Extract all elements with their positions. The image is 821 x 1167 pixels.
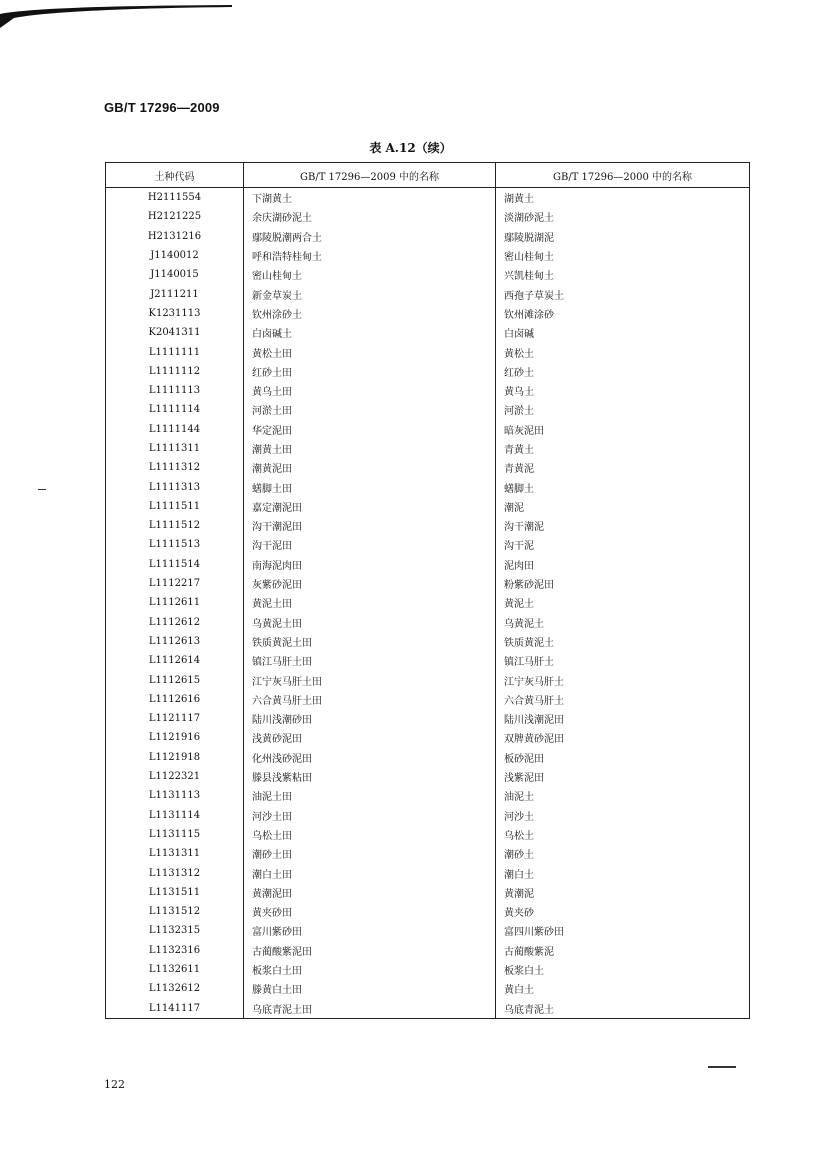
name-2009-cell: 华定泥田 xyxy=(244,420,496,439)
name-2000-cell: 黄潮泥 xyxy=(496,883,750,902)
table-row xyxy=(106,670,750,689)
soil-code-cell: H2131216 xyxy=(106,227,244,246)
table-row xyxy=(106,439,750,458)
name-2009-cell: 密山桂甸土 xyxy=(244,265,496,284)
table-row xyxy=(106,690,750,709)
table-row xyxy=(106,555,750,574)
name-2000-cell: 富四川紫砂田 xyxy=(496,921,750,940)
name-2000-cell: 陆川浅潮泥田 xyxy=(496,709,750,728)
soil-code-cell: L1121916 xyxy=(106,728,244,747)
soil-code-cell: L1111513 xyxy=(106,535,244,554)
table-row xyxy=(106,632,750,651)
table-row xyxy=(106,825,750,844)
table-row xyxy=(106,188,750,208)
table-row xyxy=(106,497,750,516)
name-2009-cell: 黄松土田 xyxy=(244,342,496,361)
table-row xyxy=(106,304,750,323)
soil-code-cell: H2111554 xyxy=(106,188,244,208)
name-2009-cell: 鄢陵脱潮两合土 xyxy=(244,227,496,246)
name-2000-cell: 江宁灰马肝土 xyxy=(496,670,750,689)
name-2000-cell: 黄白土 xyxy=(496,979,750,998)
name-2009-cell: 六合黄马肝土田 xyxy=(244,690,496,709)
soil-code-cell: L1112613 xyxy=(106,632,244,651)
table-row xyxy=(106,246,750,265)
name-2009-cell: 下湖黄土 xyxy=(244,188,496,208)
table-row xyxy=(106,748,750,767)
table-row xyxy=(106,265,750,284)
name-2000-cell: 河淤土 xyxy=(496,400,750,419)
table-row xyxy=(106,207,750,226)
name-2000-cell: 乌黄泥土 xyxy=(496,613,750,632)
name-2009-cell: 化州浅砂泥田 xyxy=(244,748,496,767)
table-row xyxy=(106,651,750,670)
name-2000-cell: 西孢子草炭土 xyxy=(496,284,750,303)
name-2009-cell: 蟮脚土田 xyxy=(244,477,496,496)
soil-code-cell: L1111512 xyxy=(106,516,244,535)
table-row xyxy=(106,342,750,361)
page-number: 122 xyxy=(104,1078,125,1091)
name-2000-cell: 红砂土 xyxy=(496,362,750,381)
name-2009-cell: 黄潮泥田 xyxy=(244,883,496,902)
name-2000-cell: 浅紫泥田 xyxy=(496,767,750,786)
name-2000-cell: 密山桂甸土 xyxy=(496,246,750,265)
name-2000-cell: 乌底青泥土 xyxy=(496,998,750,1018)
soil-code-cell: L1132612 xyxy=(106,979,244,998)
name-2009-cell: 乌松土田 xyxy=(244,825,496,844)
name-2009-cell: 潮黄泥田 xyxy=(244,458,496,477)
table-row xyxy=(106,323,750,342)
name-2000-cell: 潮白土 xyxy=(496,863,750,882)
soil-code-cell: L1131312 xyxy=(106,863,244,882)
table-row xyxy=(106,921,750,940)
name-2009-cell: 钦州涂砂土 xyxy=(244,304,496,323)
table-row xyxy=(106,420,750,439)
soil-code-cell: L1111112 xyxy=(106,362,244,381)
soil-code-cell: L1121117 xyxy=(106,709,244,728)
scan-mark-left xyxy=(38,489,46,490)
name-2000-cell: 板砂泥田 xyxy=(496,748,750,767)
name-2009-cell: 黄夹砂田 xyxy=(244,902,496,921)
name-2000-cell: 蟮脚土 xyxy=(496,477,750,496)
name-2009-cell: 新金草炭土 xyxy=(244,284,496,303)
soil-code-cell: L1121918 xyxy=(106,748,244,767)
name-2000-cell: 沟干泥 xyxy=(496,535,750,554)
name-2009-cell: 沟干潮泥田 xyxy=(244,516,496,535)
name-2000-cell: 潮砂土 xyxy=(496,844,750,863)
table-row xyxy=(106,458,750,477)
name-2000-cell: 泥肉田 xyxy=(496,555,750,574)
soil-code-cell: L1132316 xyxy=(106,941,244,960)
table-row xyxy=(106,998,750,1018)
name-2000-cell: 鄢陵脱湖泥 xyxy=(496,227,750,246)
name-2000-cell: 油泥土 xyxy=(496,786,750,805)
table-row xyxy=(106,902,750,921)
table-row xyxy=(106,400,750,419)
name-2000-cell: 青黄泥 xyxy=(496,458,750,477)
soil-code-cell: L1122321 xyxy=(106,767,244,786)
name-2009-cell: 沟干泥田 xyxy=(244,535,496,554)
name-2000-cell: 青黄土 xyxy=(496,439,750,458)
name-2009-cell: 白卤碱土 xyxy=(244,323,496,342)
name-2009-cell: 板浆白土田 xyxy=(244,960,496,979)
soil-code-cell: L1131114 xyxy=(106,806,244,825)
soil-code-cell: L1131511 xyxy=(106,883,244,902)
name-2009-cell: 红砂土田 xyxy=(244,362,496,381)
standard-number-header: GB/T 17296—2009 xyxy=(104,100,220,115)
name-2000-cell: 黄夹砂 xyxy=(496,902,750,921)
name-2009-cell: 滕县浅紫粘田 xyxy=(244,767,496,786)
table-row xyxy=(106,863,750,882)
name-2000-cell: 乌松土 xyxy=(496,825,750,844)
soil-code-cell: L1112611 xyxy=(106,593,244,612)
name-2009-cell: 古蔺酸紫泥田 xyxy=(244,941,496,960)
table-row xyxy=(106,806,750,825)
table-row xyxy=(106,574,750,593)
table-caption: 表 A.12（续） xyxy=(369,141,452,155)
soil-code-cell: L1111511 xyxy=(106,497,244,516)
name-2000-cell: 铁质黄泥土 xyxy=(496,632,750,651)
table-row xyxy=(106,728,750,747)
name-2009-cell: 河沙土田 xyxy=(244,806,496,825)
soil-code-cell: L1111114 xyxy=(106,400,244,419)
name-2009-cell: 浅黄砂泥田 xyxy=(244,728,496,747)
name-2000-cell: 镇江马肝土 xyxy=(496,651,750,670)
soil-code-cell: L1112217 xyxy=(106,574,244,593)
soil-code-cell: L1131113 xyxy=(106,786,244,805)
name-2009-cell: 灰紫砂泥田 xyxy=(244,574,496,593)
soil-code-cell: L1111113 xyxy=(106,381,244,400)
name-2009-cell: 嘉定潮泥田 xyxy=(244,497,496,516)
table-row xyxy=(106,883,750,902)
soil-code-cell: L1131311 xyxy=(106,844,244,863)
name-2009-cell: 铁质黄泥土田 xyxy=(244,632,496,651)
name-2009-cell: 乌黄泥土田 xyxy=(244,613,496,632)
name-2000-cell: 沟干潮泥 xyxy=(496,516,750,535)
table-row xyxy=(106,960,750,979)
table-row xyxy=(106,786,750,805)
name-2000-cell: 淡湖砂泥土 xyxy=(496,207,750,226)
soil-code-cell: L1111111 xyxy=(106,342,244,361)
name-2009-cell: 余庆湖砂泥土 xyxy=(244,207,496,226)
soil-code-cell: L1112616 xyxy=(106,690,244,709)
soil-code-cell: L1132315 xyxy=(106,921,244,940)
name-2000-cell: 黄松土 xyxy=(496,342,750,361)
name-2009-cell: 滕黄白土田 xyxy=(244,979,496,998)
name-2000-cell: 白卤碱 xyxy=(496,323,750,342)
table-row xyxy=(106,941,750,960)
table-row xyxy=(106,381,750,400)
name-2009-cell: 乌底青泥土田 xyxy=(244,998,496,1018)
name-2009-cell: 油泥土田 xyxy=(244,786,496,805)
name-2000-cell: 双牌黄砂泥田 xyxy=(496,728,750,747)
column-header-name-2009: GB/T 17296—2009 中的名称 xyxy=(244,163,496,188)
column-header-name-2000: GB/T 17296—2000 中的名称 xyxy=(496,163,750,188)
soil-code-cell: J1140012 xyxy=(106,246,244,265)
name-2009-cell: 江宁灰马肝土田 xyxy=(244,670,496,689)
soil-code-cell: K1231113 xyxy=(106,304,244,323)
soil-code-cell: H2121225 xyxy=(106,207,244,226)
name-2000-cell: 六合黄马肝土 xyxy=(496,690,750,709)
scan-mark-bottom-right xyxy=(708,1066,736,1068)
table-row xyxy=(106,535,750,554)
soil-code-cell: L1111311 xyxy=(106,439,244,458)
soil-code-cell: L1111514 xyxy=(106,555,244,574)
name-2000-cell: 兴凯桂甸土 xyxy=(496,265,750,284)
table-body xyxy=(106,188,750,1019)
name-2009-cell: 富川紫砂田 xyxy=(244,921,496,940)
name-2000-cell: 河沙土 xyxy=(496,806,750,825)
name-2000-cell: 板浆白土 xyxy=(496,960,750,979)
table-row xyxy=(106,709,750,728)
soil-code-cell: L1131512 xyxy=(106,902,244,921)
scan-corner-mark xyxy=(0,0,232,28)
name-2009-cell: 潮白土田 xyxy=(244,863,496,882)
name-2009-cell: 南海泥肉田 xyxy=(244,555,496,574)
name-2009-cell: 河淤土田 xyxy=(244,400,496,419)
soil-code-cell: L1111313 xyxy=(106,477,244,496)
name-2000-cell: 黄泥土 xyxy=(496,593,750,612)
name-2009-cell: 潮黄土田 xyxy=(244,439,496,458)
table-row xyxy=(106,613,750,632)
soil-code-cell: L1131115 xyxy=(106,825,244,844)
soil-code-cell: L1111144 xyxy=(106,420,244,439)
table-row xyxy=(106,767,750,786)
soil-code-cell: J1140015 xyxy=(106,265,244,284)
name-2000-cell: 钦州滩涂砂 xyxy=(496,304,750,323)
soil-code-cell: K2041311 xyxy=(106,323,244,342)
name-2000-cell: 潮泥 xyxy=(496,497,750,516)
table-row xyxy=(106,284,750,303)
soil-code-cell: L1111312 xyxy=(106,458,244,477)
soil-code-cell: L1132611 xyxy=(106,960,244,979)
name-2009-cell: 潮砂土田 xyxy=(244,844,496,863)
soil-code-cell: L1112614 xyxy=(106,651,244,670)
table-row xyxy=(106,516,750,535)
column-header-code: 土种代码 xyxy=(106,163,244,188)
table-header-row xyxy=(106,163,750,188)
name-2000-cell: 古蔺酸紫泥 xyxy=(496,941,750,960)
soil-code-cell: L1112612 xyxy=(106,613,244,632)
soil-code-cell: L1141117 xyxy=(106,998,244,1018)
name-2009-cell: 呼和浩特桂甸土 xyxy=(244,246,496,265)
name-2009-cell: 黄乌土田 xyxy=(244,381,496,400)
table-row xyxy=(106,979,750,998)
soil-code-cell: J2111211 xyxy=(106,284,244,303)
table-row xyxy=(106,362,750,381)
soil-code-cell: L1112615 xyxy=(106,670,244,689)
name-2009-cell: 黄泥土田 xyxy=(244,593,496,612)
name-2000-cell: 暗灰泥田 xyxy=(496,420,750,439)
name-2009-cell: 镇江马肝土田 xyxy=(244,651,496,670)
name-2000-cell: 粉紫砂泥田 xyxy=(496,574,750,593)
soil-name-table xyxy=(105,162,750,1019)
table-row xyxy=(106,227,750,246)
table-row xyxy=(106,593,750,612)
table-row xyxy=(106,477,750,496)
table-row xyxy=(106,844,750,863)
name-2000-cell: 湖黄土 xyxy=(496,188,750,208)
name-2000-cell: 黄乌土 xyxy=(496,381,750,400)
name-2009-cell: 陆川浅潮砂田 xyxy=(244,709,496,728)
